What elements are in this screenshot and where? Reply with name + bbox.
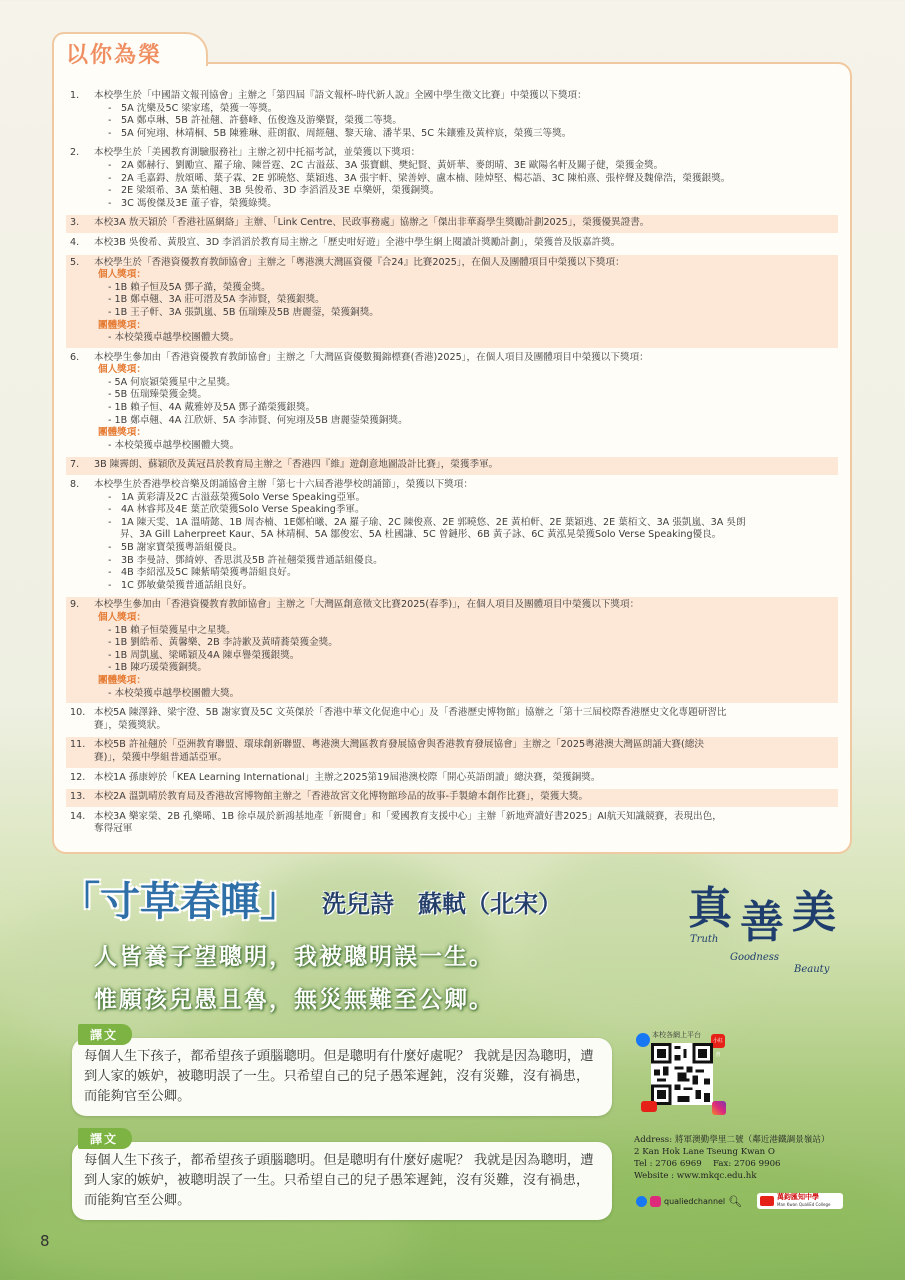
entry-text: 奪得冠軍: [94, 823, 133, 835]
honor-entry: [66, 235, 838, 253]
entry-text: - 1B 陳巧瑗榮獲銅獎。: [108, 662, 207, 674]
entry-text: - 1C 鄧敏彙榮獲普通話組良好。: [108, 579, 253, 591]
entry-text: 本校1A 孫康婷於「KEA Learning International」主辦之2025第19屆港澳校際「開心英語朗讀」總決賽，榮獲銅獎。: [94, 771, 601, 783]
entry-number: 13.: [70, 791, 86, 803]
poem-title: 「寸草春暉」: [60, 878, 300, 925]
xiaohongshu-icon[interactable]: 小紅書: [711, 1034, 725, 1048]
honor-entry: [66, 737, 838, 767]
entry-text: - 本校榮獲卓越學校團體大獎。: [108, 687, 240, 699]
entry-text: 昇、3A Gill Laherpreet Kaur、5A 林靖桐、5A 鄒俊宏、5A 杜國謙、5C 曾鏈彤、6B 黃子詠、6C 黃泓晃榮獲Solo Verse Speaking優良。: [120, 529, 722, 541]
honor-entry: [66, 597, 838, 703]
entry-category: 個人獎項：: [98, 364, 146, 376]
entry-text: - 1B 賴子恒、4A 戴雅婷及5A 鄧子澔榮獲銀獎。: [108, 402, 316, 414]
entry-text: 本校3A 樂家榮、2B 孔樂晞、1B 徐卓晟於新鴻基地產「新閱會」和「愛國教育支援中心」主辦「新地齊讀好書2025」AI航天知識競賽，表現出色，: [94, 810, 722, 822]
footer-social[interactable]: [636, 1195, 742, 1208]
translation-badge-1: 譯文: [78, 1024, 132, 1045]
facebook-icon[interactable]: [636, 1196, 647, 1207]
search-icon[interactable]: 🔍︎: [728, 1195, 743, 1208]
motto-char-truth: 真: [688, 883, 732, 934]
entry-text: - 4B 李紹泓及5C 陳紫晴榮獲粵語組良好。: [108, 567, 297, 579]
entry-text: - 3B 李曼詩、鄧綺婷、香思淇及5B 許祉翹榮獲普通話組優良。: [108, 554, 383, 566]
entry-text: 本校學生於「美國教育測驗服務社」主辦之初中托福考試，並榮獲以下獎項：: [94, 147, 421, 159]
entry-text: - 5A 何宸穎榮獲星中之星獎。: [108, 376, 236, 388]
entry-text: 賽」，榮獲獎狀。: [94, 719, 166, 731]
entry-text: 本校學生於「中國語文報刊協會」主辦之「第四屆『語文報杯-時代新人說』全國中學生徵文比賽」中榮獲以下獎項：: [94, 90, 587, 101]
entry-number: 9.: [70, 599, 80, 611]
qr-code[interactable]: [651, 1043, 713, 1105]
honor-entry: [66, 809, 838, 839]
youtube-channel-badge[interactable]: [757, 1193, 843, 1209]
motto-char-goodness: 善: [740, 897, 784, 948]
honor-entries-list: [66, 88, 838, 841]
entry-text: 3B 陳霽朗、蘇穎欣及黃冠昌於教育局主辦之「香港四『維』遊創意地圖設計比賽」，榮獲季軍。: [94, 459, 499, 471]
entry-text: - 2E 梁頌希、3A 葉柏翹、3B 吳俊希、3D 李滔滔及3E 卓樂妍，榮獲銅獎。: [108, 185, 440, 197]
honor-entry: [66, 789, 838, 807]
facebook-icon[interactable]: [636, 1033, 650, 1047]
translation-box-1: 每個人生下孩子，都希望孩子頭腦聰明。但是聰明有什麼好處呢？ 我就是因為聰明，遭到人家的嫉妒，被聰明誤了一生。只希望自己的兒子愚笨遲鈍，沒有災難，沒有禍患，而能夠官至公卿。: [72, 1038, 612, 1116]
school-name-zh: 萬鈞匯知中學: [777, 1193, 819, 1201]
entry-text: - 5A 沈樂及5C 梁家瑤，榮獲一等獎。: [108, 102, 278, 114]
entry-category: 個人獎項：: [98, 611, 146, 623]
youtube-icon: [760, 1196, 774, 1206]
entry-text: - 1B 周凱嵐、梁晞穎及4A 陳卓譽榮獲銀獎。: [108, 649, 300, 661]
school-name-en: Man Kwan QualiEd College: [777, 1202, 831, 1207]
entry-number: 3.: [70, 217, 80, 229]
entry-text: 本校3B 吳俊希、黃殷宣、3D 李滔滔於教育局主辦之「歷史咁好遊」全港中學生網上閱讀計獎勵計劃」，榮獲普及版嘉許獎。: [94, 236, 621, 248]
entry-number: 10.: [70, 707, 86, 719]
entry-text: - 1A 陳天雯、1A 溫晴懿、1B 周杏楠、1E鄭柏曦、2A 羅子瑜、2C 陳俊熹、2E 郭曉悠、2E 黃柏軒、2E 葉穎逃、2E 葉栢文、3A 張凱嵐、3A 吳朗: [108, 516, 746, 528]
entry-text: 本校學生參加由「香港資優教育教師協會」主辦之「大灣區資優數獨錦標賽(香港)2025」，在個人項目及團體項目中榮獲以下獎項：: [94, 351, 649, 363]
honor-entry: [66, 457, 838, 475]
entry-text: 本校學生於「香港資優教育教師協會」主辦之「粵港澳大灣區資優『合24』比賽2025」，在個人及團體項目中榮獲以下獎項：: [94, 256, 625, 268]
address-zh: Address: 將軍澳勤學里二號（鄰近港鐵調景嶺站）: [634, 1135, 830, 1145]
poem-line-2: 惟願孩兒愚且魯，無災無難至公卿。: [94, 987, 494, 1013]
honor-entry: [66, 145, 838, 213]
entry-text: 本校3A 敖天穎於「香港社區網絡」主辦、「Link Centre、民政事務處」協辦之「傑出非華裔學生獎勵計劃2025」，榮獲優異證書。: [94, 217, 650, 229]
honor-entry: [66, 88, 838, 143]
motto-en-beauty: Beauty: [794, 964, 830, 975]
entry-text: - 2A 毛嘉鍀、敖頌晞、葉子霖、2E 郭曉悠、葉穎逃、3A 張宇軒、梁善婷、盧本楠、陸焯堅、楊芯語、3C 陳柏熹、張梓聲及魏偉浩，榮獲銀獎。: [108, 172, 731, 184]
entry-text: - 1B 鄭卓翹、4A 江欣妍、5A 李沛賢、何宛翊及5B 唐麗蓥榮獲銅獎。: [108, 414, 408, 426]
honor-board-title: 以你為榮: [66, 43, 163, 68]
tel-fax: Tel : 2706 6969 Fax: 2706 9906: [634, 1159, 781, 1169]
entry-category: 個人獎項：: [98, 269, 146, 281]
motto-en-truth: Truth: [690, 934, 719, 945]
entry-number: 7.: [70, 459, 80, 471]
social-platforms-label: 本校各網上平台: [652, 1031, 701, 1039]
entry-text: - 1B 劉皓希、黃馨樂、2B 李詩歉及黃晴蕎榮獲金獎。: [108, 637, 338, 649]
entry-text: - 1B 賴子恒及5A 鄧子澔，榮獲金獎。: [108, 281, 271, 293]
poem-line-1: 人皆養子望聰明，我被聰明誤一生。: [94, 944, 494, 970]
address-en: 2 Kan Hok Lane Tseung Kwan O: [634, 1147, 775, 1157]
honor-entry: [66, 705, 838, 735]
entry-text: - 5B 謝家寶榮獲粵語組優良。: [108, 542, 243, 553]
school-motto: [682, 872, 852, 982]
entry-number: 2.: [70, 147, 80, 159]
entry-text: - 2A 鄭赫行、劉勵宣、羅子瑜、陳晉霆、2C 古溢茲、3A 張寶麒、樊紀賢、黃妍華、麥朗晴、3E 歐陽名軒及關子健，榮獲金獎。: [108, 159, 664, 171]
entry-number: 4.: [70, 236, 80, 248]
entry-text: 本校5B 許祉翹於「亞洲教育聯盟、環球創新聯盟、粵港澳大灣區教育發展協會與香港教育發展協會」主辦之「2025粵港澳大灣區朗誦大賽(總決: [94, 739, 704, 751]
entry-text: 賽)」，榮獲中學組普通話亞軍。: [94, 751, 228, 763]
translation-badge-2: 譯文: [78, 1128, 132, 1149]
poem-author: 洗兒詩 蘇軾（北宋）: [322, 889, 562, 918]
entry-text: 本校學生參加由「香港資優教育教師協會」主辦之「大灣區創意徵文比賽2025(春季)」，在個人項目及團體項目中榮獲以下獎項：: [94, 599, 640, 611]
entry-text: - 3C 馮俊傑及3E 董子睿，榮獲綠獎。: [108, 197, 277, 209]
entry-text: - 4A 林睿邦及4E 葉芷欣榮獲Solo Verse Speaking季軍。: [108, 504, 365, 516]
instagram-icon[interactable]: [712, 1101, 726, 1115]
honor-entry: [66, 255, 838, 348]
youtube-icon[interactable]: [641, 1101, 657, 1112]
entry-text: 本校學生於香港學校音樂及朗誦協會主辦「第七十六屆香港學校朗誦節」，榮獲以下獎項：: [94, 479, 473, 491]
motto-en-goodness: Goodness: [730, 952, 780, 963]
honor-entry: [66, 770, 838, 788]
entry-category: 團體獎項：: [98, 674, 146, 686]
entry-text: - 本校榮獲卓越學校團體大獎。: [108, 332, 240, 344]
entry-text: - 5A 鄭卓琳、5B 許祉翹、許藝峰、伍俊逸及游樂賢，榮獲二等獎。: [108, 115, 402, 127]
entry-text: - 本校榮獲卓越學校團體大獎。: [108, 439, 240, 451]
entry-text: - 5B 伍瑞臻榮獲金獎。: [108, 389, 207, 401]
entry-text: - 1A 黃彩濤及2C 古溢茲榮獲Solo Verse Speaking亞軍。: [108, 491, 366, 503]
entry-text: - 1B 鄭卓翹、3A 莊可溍及5A 李沛賢，榮獲銀獎。: [108, 294, 325, 306]
entry-text: - 1B 王子軒、3A 張凱嵐、5B 伍瑞臻及5B 唐麗蓥，榮獲銅獎。: [108, 306, 379, 318]
entry-number: 12.: [70, 771, 86, 783]
entry-text: - 1B 賴子恒榮獲星中之星獎。: [108, 624, 236, 636]
honor-entry: [66, 215, 838, 233]
entry-number: 6.: [70, 351, 80, 363]
entry-number: 14.: [70, 810, 86, 822]
entry-text: 本校2A 溫凱晴於教育局及香港故宮博物館主辦之「香港故宮文化博物館珍品的故事-手製繪本創作比賽」，榮獲大獎。: [94, 791, 589, 803]
page-number: 8: [40, 1232, 50, 1250]
translation-box-2: 每個人生下孩子，都希望孩子頭腦聰明。但是聰明有什麼好處呢？ 我就是因為聰明，遭到人家的嫉妒，被聰明誤了一生。只希望自己的兒子愚笨遲鈍，沒有災難，沒有禍患，而能夠官至公卿。: [72, 1142, 612, 1220]
honor-entry: [66, 477, 838, 595]
entry-category: 團體獎項：: [98, 427, 146, 439]
instagram-icon[interactable]: [650, 1196, 661, 1207]
social-handle[interactable]: qualiedchannel: [664, 1197, 726, 1206]
honor-entry: [66, 350, 838, 456]
entry-number: 5.: [70, 256, 80, 268]
entry-number: 1.: [70, 90, 80, 101]
entry-text: 本校5A 陳澤鋒、梁宇澄、5B 謝家寶及5C 文英傑於「香港中華文化促進中心」及「香港歷史博物館」協辦之「第十三屆校際香港歷史文化專題研習比: [94, 707, 727, 719]
entry-number: 11.: [70, 739, 86, 751]
school-address: [634, 1134, 830, 1182]
website[interactable]: Website : www.mkqc.edu.hk: [634, 1171, 757, 1181]
entry-text: - 5A 何宛翊、林靖桐、5B 陳雅琳、莊朗叡、周經翹、黎天瑜、潘芊果、5C 朱鑲雅及黃梓宸，榮獲三等獎。: [108, 127, 572, 139]
motto-char-beauty: 美: [792, 887, 836, 938]
entry-number: 8.: [70, 479, 80, 491]
entry-category: 團體獎項：: [98, 319, 146, 331]
